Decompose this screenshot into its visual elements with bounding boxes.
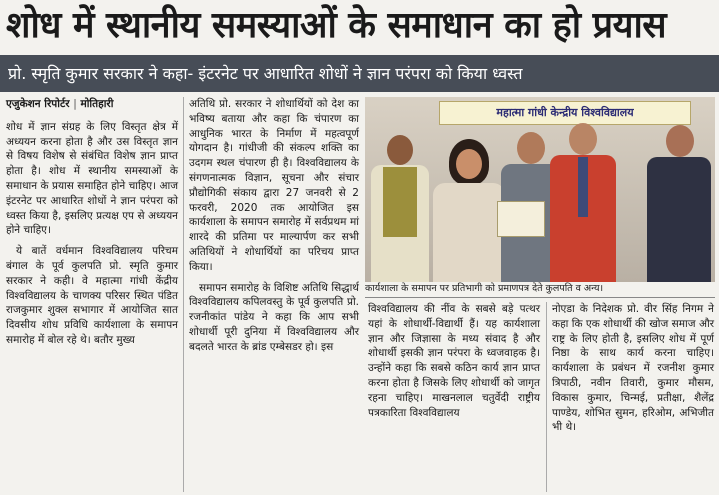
person-left (369, 135, 431, 282)
paragraph: नोएडा के निदेशक प्रो. वीर सिंह निगम ने कहा कि एक शोधार्थी की खोज समाज और राष्ट्र के लिए होती है, इसलिए शोध में पूर्ण निष्ठा के साथ कार्य करना चाहिए। कार्यशाला के प्रबंधन में रजनीश कुमार त्रिपाठी, नवीन तिवारी, कुमार मौसम, विकास कुमार, चिन्मई, प्रतीक्षा, शैलेंद्र पाण्डेय, शोभित सुमन, हरिओम, अभिजीत भी थे। (552, 303, 714, 434)
paragraph: शोध में ज्ञान संग्रह के लिए विस्तृत क्षेत्र में अध्ययन करना होता है और उस विस्तृत ज्ञान से विषय विशेष से संबंधित विशेष ज्ञान प्राप्त होता है। शोध में स्थानीय समस्याओं के समाधान के प्रयास समाहित होने चाहिए। आज इंटरनेट पर आधारित शोधों ने ज्ञान परंपरा को ध्वस्त किया है, इसलिए प्रत्यक्ष एप से अध्ययन होने चाहिए। (6, 120, 178, 237)
paragraph: अतिथि प्रो. सरकार ने शोधार्थियों को देश का भविष्य बताया और कहा कि चंपारण का आधुनिक भारत के निर्माण में महत्वपूर्ण योगदान है। गांधीजी की संकल्प शक्ति का उदगम स्थल चंपारण ही है। विश्वविद्यालय के संगणनात्मक विज्ञान, सूचना और संचार प्रौद्योगिकी संकाय द्वारा 27 जनवरी से 2 फरवरी, 2020 तक आयोजित इस कार्यशाला के समापन समारोह में सर्वप्रथम मां शारदे की प्रतिमा पर माल्यार्पण कर सभी अतिथियों ने शोधार्थियों का परिचय प्राप्त किया। (189, 98, 359, 273)
column-2 (189, 97, 359, 355)
subheadline: प्रो. स्मृति कुमार सरकार ने कहा- इंटरनेट पर आधारित शोधों ने ज्ञान परंपरा को किया ध्वस्त (0, 55, 719, 92)
byline-location: मोतिहारी (80, 98, 114, 110)
paragraph: विश्वविद्यालय की नींव के सबसे बड़े पत्थर यहां के शोधार्थी-विद्यार्थी हैं। यह कार्यशाला ज्ञान और जिज्ञासा के मध्य संवाद है और शोधार्थी इसकी ज्ञान परंपरा के ध्वजवाहक है। उन्होंने कहा कि सबसे कठिन कार्य ज्ञान प्राप्त करना होता है जिसके लिए शोधार्थी को जागृत रहना चाहिए। माखनलाल चतुर्वेदी राष्ट्रीय पत्रकारिता विश्वविद्यालय (368, 303, 540, 419)
column-3 (368, 302, 540, 420)
column-1 (6, 97, 178, 348)
column-4 (552, 302, 714, 435)
person-right (647, 125, 711, 282)
column-divider (546, 302, 547, 492)
column-divider (183, 97, 184, 492)
certificate (497, 201, 545, 237)
person-red-jacket (550, 123, 616, 282)
caption-rule (365, 297, 715, 298)
news-photo (365, 97, 715, 282)
photo-caption: कार्यशाला के समापन पर प्रतिभागी को प्रमाणपत्र देते कुलपति व अन्य। (365, 283, 604, 294)
paragraph: समापन समारोह के विशिष्ट अतिथि सिद्धार्थ विश्वविद्यालय कपिलवस्तु के पूर्व कुलपति प्रो. रजनीकांत पांडेय ने कहा कि आप सभी शोधार्थी पूरी दुनिया में विश्वविद्यालय और बदलते भारत के ब्रांड एम्बेसडर हो। इस (189, 281, 359, 353)
headline: शोध में स्थानीय समस्याओं के समाधान का हो प्रयास (6, 5, 667, 46)
byline (6, 97, 178, 112)
paragraph: ये बातें वर्धमान विश्वविद्यालय परिचम बंगाल के पूर्व कुलपति प्रो. स्मृति कुमार सरकार ने कही। वे महात्मा गांधी केंद्रीय विश्वविद्यालय के चाणक्य परिसर स्थित पंडित राजकुमार शुक्ल सभागार में आयोजित सात दिवसीय शोध प्रविधि कार्यशाला के समापन समारोह में बोल रहे थे। बतौर मुख्य (6, 245, 178, 346)
photo-banner: महात्मा गांधी केन्द्रीय विश्वविद्यालय (439, 101, 691, 125)
byline-separator: | (73, 98, 77, 110)
byline-reporter: एजुकेशन रिपोर्टर (6, 98, 70, 110)
